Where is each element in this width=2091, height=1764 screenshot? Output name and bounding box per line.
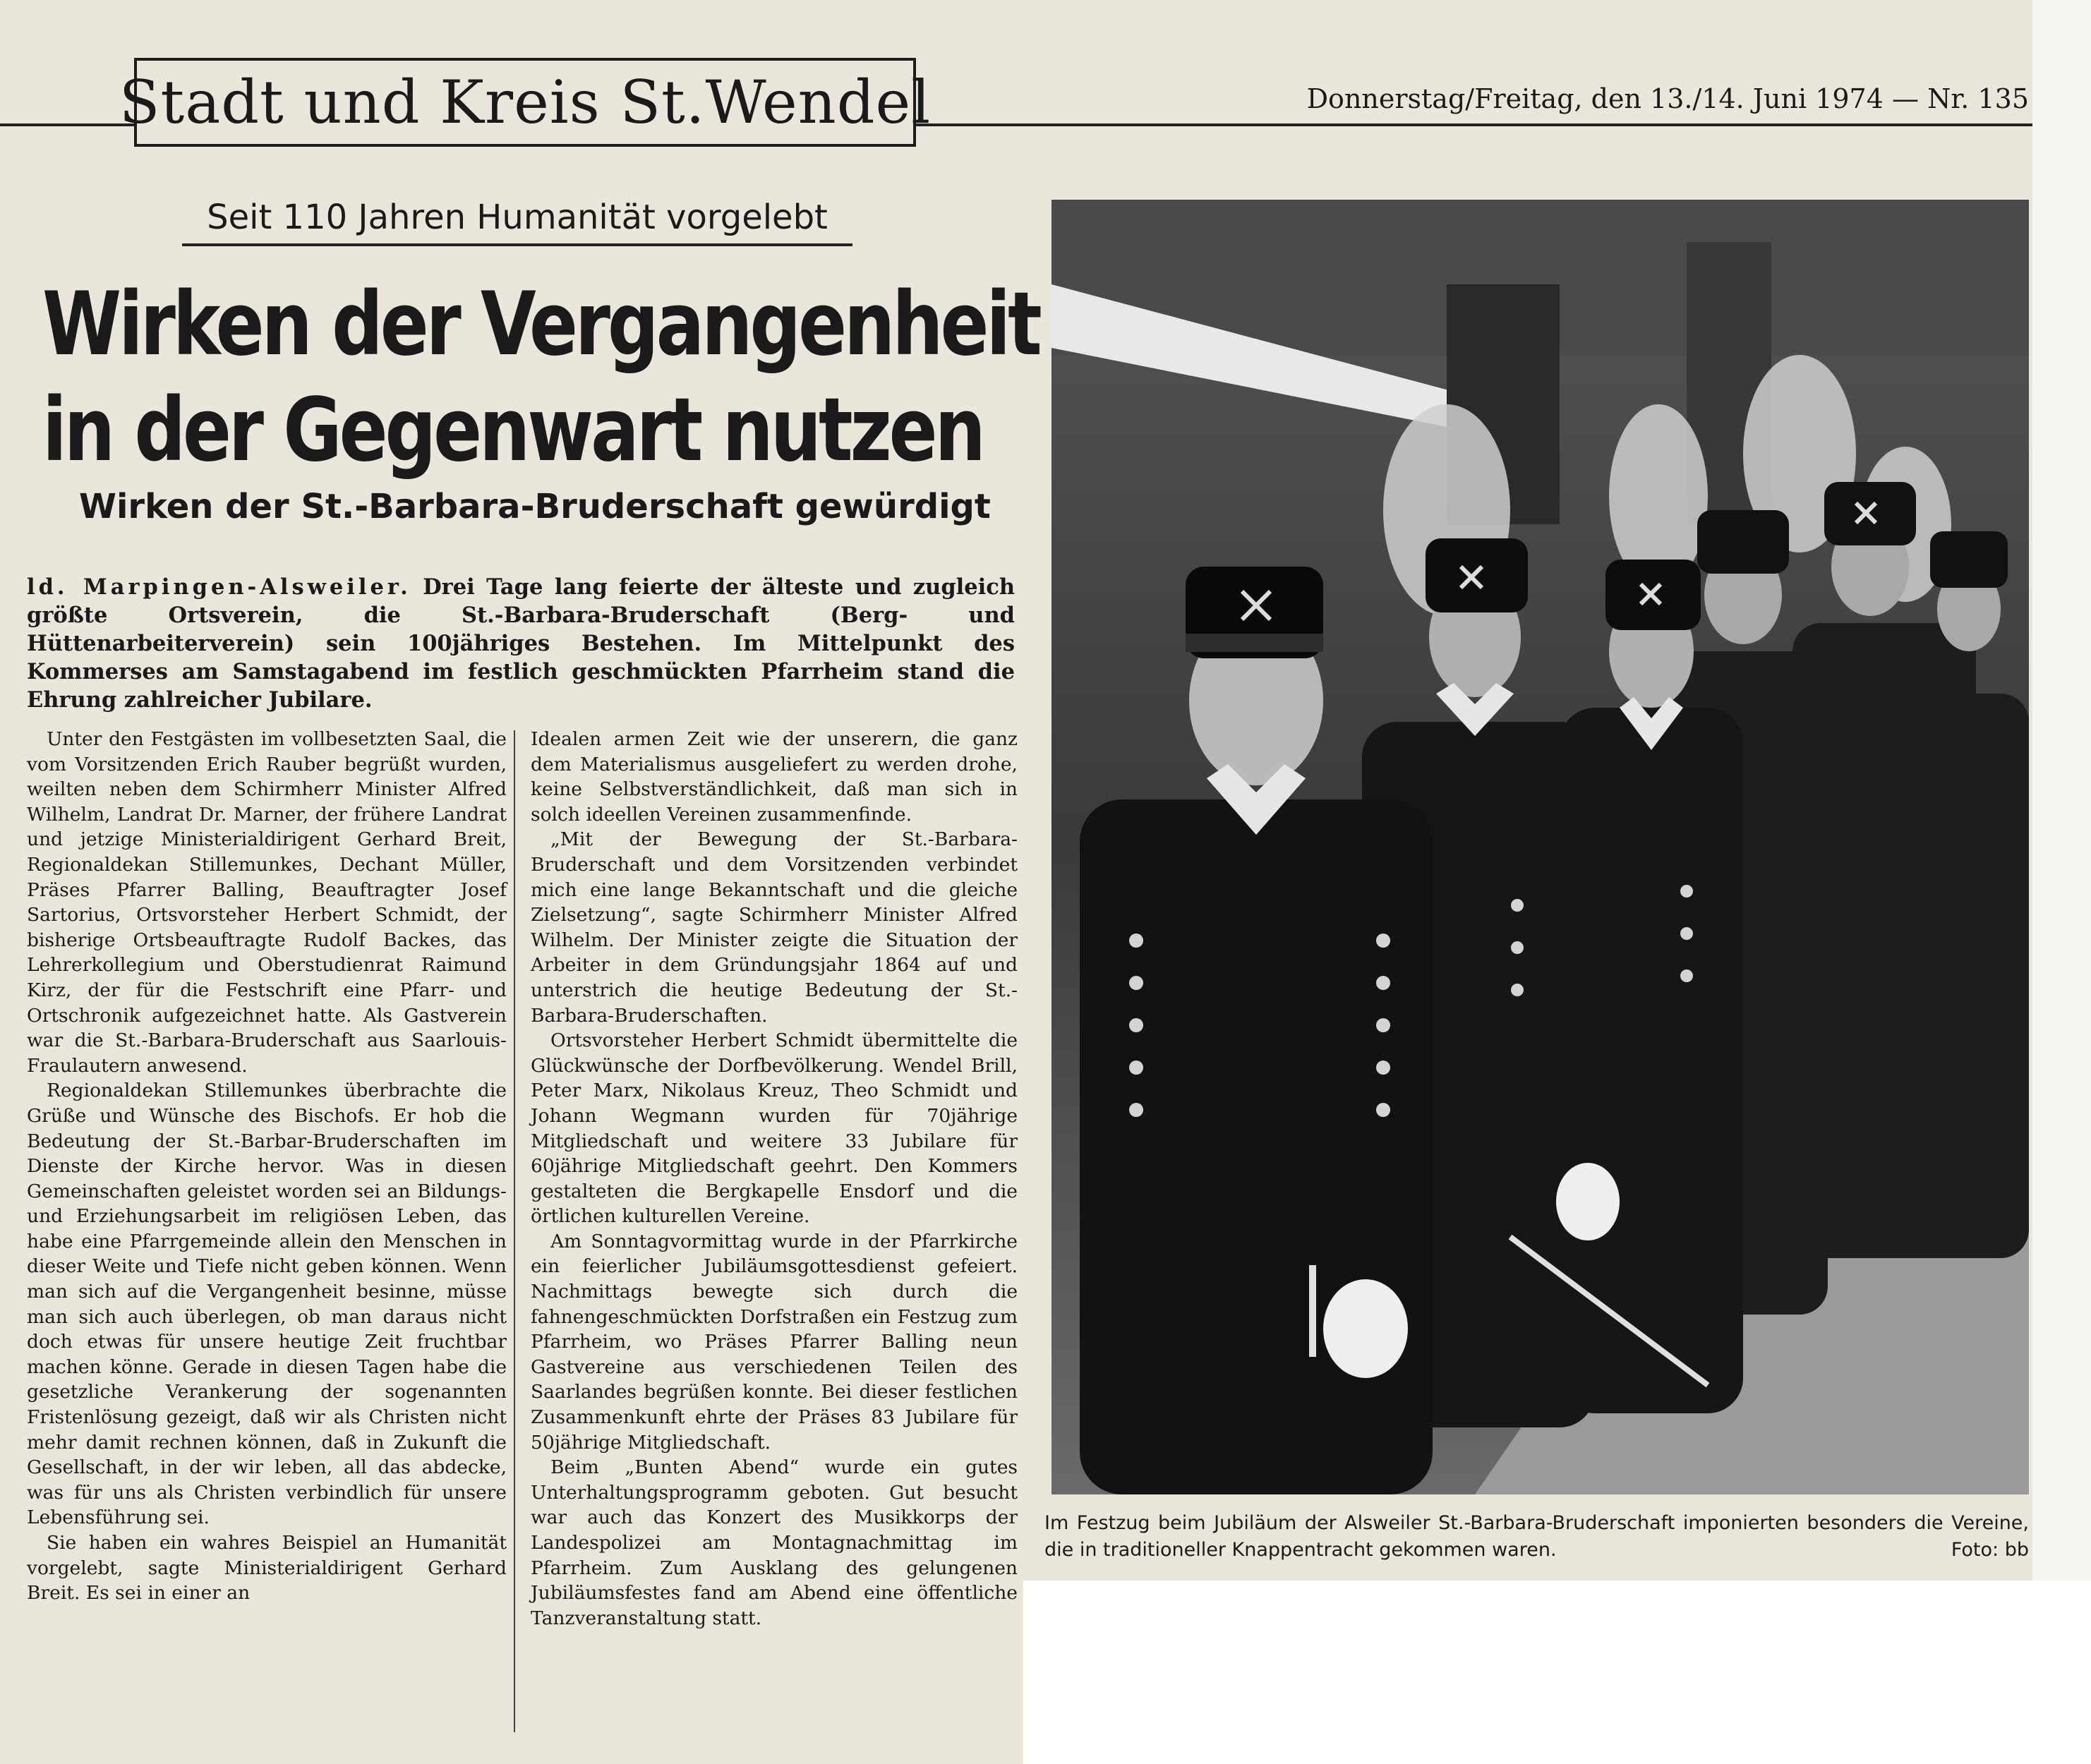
headline-line-1: Wirken der Vergangenheit xyxy=(42,274,1040,375)
lead-dateline: ld. Marpingen-Alsweiler. xyxy=(27,574,411,600)
caption-text: Im Festzug beim Jubiläum der Alsweiler St.-Barbara-Bruderschaft imponierten besonders die Vereine, die in traditioneller Knappentracht gekommen waren. xyxy=(1044,1512,2029,1561)
section-title: Stadt und Kreis St.Wendel xyxy=(119,68,932,137)
paragraph: Am Sonntagvormittag wurde in der Pfarrkirche ein feierlicher Jubiläumsgottesdienst gefeiert. Nachmittags bewegte sich durch die fahnengeschmückten Dorfstraßen ein Festzug zum Pfarrheim, wo Präses Pfarrer Balling neun Gastvereine aus verschiedenen Teilen des Saarlandes begrüßen konnte. Bei dieser festlichen Zusammenkunft ehrte der Präses 83 Jubilare für 50jährige Mitgliedschaft. xyxy=(531,1230,1018,1454)
headline-line-2: in der Gegenwart nutzen xyxy=(42,380,983,481)
paragraph: Ortsvorsteher Herbert Schmidt übermittelte die Glückwünsche der Dorfbevölkerung. Wendel Brill, Peter Marx, Nikolaus Kreuz, Theo Schmidt und Johann Wegmann wurden für 70jährige Mitgliedschaft und weitere 33 Jubilare für 60jährige Mitgliedschaft geehrt. Den Kommers gestalteten die Bergkapelle Ensdorf und die örtlichen kulturellen Vereine. xyxy=(531,1029,1018,1228)
photo-illustration xyxy=(1051,200,2029,1494)
kicker: Seit 110 Jahren Humanität vorgelebt xyxy=(207,198,828,237)
lead-text: Drei Tage lang feierte der älteste und zugleich größte Ortsverein, die St.-Barbara-Bruderschaft (Berg- und Hüttenarbeiterverein) sein 100jähriges Bestehen. Im Mittelpunkt des Kommerses am Samstagabend im festlich geschmückten Pfarrheim stand die Ehrung zahlreicher Jubilare. xyxy=(27,574,1015,713)
paragraph: Idealen armen Zeit wie der unserern, die ganz dem Materialismus ausgeliefert zu werden drohe, keine Selbstverständlichkeit, daß man sich in solch ideellen Vereinen zusammenfinde. xyxy=(531,728,1018,826)
section-title-box xyxy=(119,58,932,147)
column-divider xyxy=(514,730,515,1732)
paragraph: Sie haben ein wahres Beispiel an Humanität vorgelebt, sagte Ministerialdirigent Gerhard Breit. Es sei in einer an xyxy=(27,1532,507,1605)
photo-caption xyxy=(1044,1510,2029,1564)
scan-margin xyxy=(2032,0,2091,1764)
paragraph: „Mit der Bewegung der St.-Barbara-Bruderschaft und dem Vorsitzenden verbindet mich eine lange Bekanntschaft und die gleiche Zielsetzung“, sagte Schirmherr Minister Alfred Wilhelm. Der Minister zeigte die Situation der Arbeiter in dem Gründungsjahr 1864 auf und unterstrich die heutige Bedeutung der St.-Barbara-Bruderschaften. xyxy=(531,828,1018,1027)
paragraph: Beim „Bunten Abend“ wurde ein gutes Unterhaltungsprogramm geboten. Gut besucht war auch das Konzert des Musikkorps der Landespolizei am Montagnachmittag im Pfarrheim. Zum Ausklang des gelungenen Jubiläumsfestes fand am Abend eine öffentliche Tanzveranstaltung statt. xyxy=(531,1456,1018,1629)
procession-photo xyxy=(1051,200,2029,1494)
headline xyxy=(42,272,1040,483)
header-rule-left xyxy=(0,123,138,126)
paragraph: Regionaldekan Stillemunkes überbrachte die Grüße und Wünsche des Bischofs. Er hob die Bedeutung der St.-Barbar-Bruderschaften im Dienste der Kirche hervor. Was in diesen Gemeinschaften geleistet worden sei an Bildungs- und Erziehungsarbeit im religiösen Leben, das habe eine Pfarrgemeinde allein den Menschen in dieser Weite und Tiefe nicht geben können. Wenn man sich auf die Vergangenheit besinne, müsse man sich auch überlegen, ob man daraus nicht doch etwas für unsere heutige Zeit fruchtbar machen könne. Gerade in diesen Tagen habe die gesetzliche Verankerung der sogenannten Fristenlösung gezeigt, daß wir als Christen nicht mehr damit rechnen können, daß in Zukunft die Gesellschaft, in der wir leben, all das abdecke, was für uns als Christen verbindlich für unsere Lebensführung sei. xyxy=(27,1080,507,1529)
paragraph: Unter den Festgästen im vollbesetzten Saal, die vom Vorsitzenden Erich Rauber begrüßt wurden, weilten neben dem Schirmherr Minister Alfred Wilhelm, Landrat Dr. Marner, der frühere Landrat und jetzige Ministerialdirigent Gerhard Breit, Regionaldekan Stillemunkes, Dechant Müller, Präses Pfarrer Balling, Beauftragter Josef Sartorius, Ortsvorsteher Herbert Schmidt, der bisherige Ortsbeauftragte Rudolf Backes, das Lehrerkollegium und Oberstudienrat Raimund Kirz, der für die Festschrift eine Pfarr- und Ortschronik aufgezeichnet hatte. Als Gastverein war die St.-Barbara-Bruderschaft aus Saarlouis-Fraulautern anwesend. xyxy=(27,728,507,1077)
body-column-2 xyxy=(531,727,1018,1631)
dateline: Donnerstag/Freitag, den 13./14. Juni 1974 — Nr. 135 xyxy=(1306,83,2029,114)
body-column-1 xyxy=(27,727,507,1606)
cut-corner xyxy=(1023,1581,2091,1764)
subheadline: Wirken der St.-Barbara-Bruderschaft gewürdigt xyxy=(79,487,991,526)
kicker-rule xyxy=(182,243,852,246)
photo-credit: Foto: bb xyxy=(1951,1539,2029,1561)
lead-paragraph xyxy=(27,573,1015,714)
header-rule-right xyxy=(910,123,2032,126)
